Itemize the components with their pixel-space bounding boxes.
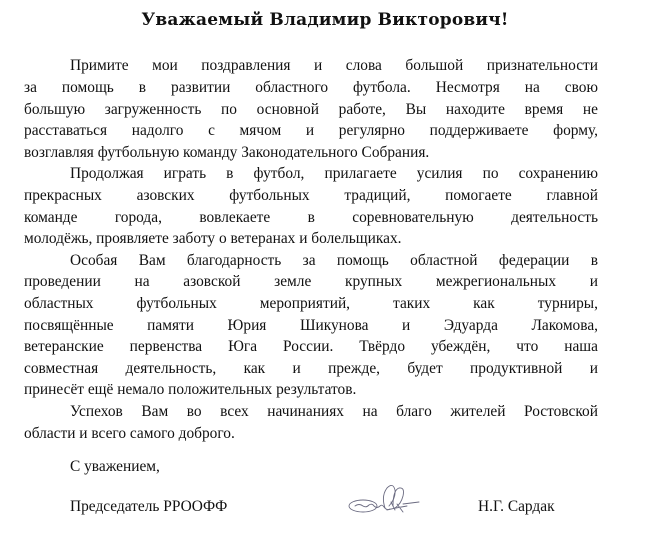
text-line: совместная деятельность, как и прежде, будет продуктивной и <box>24 360 598 377</box>
text-line: области и всего самого доброго. <box>24 425 235 442</box>
text-line: Особая Вам благодарность за помощь областной федерации в <box>70 252 598 269</box>
signatory-title: Председатель РРООФФ <box>70 498 228 515</box>
signature-icon <box>343 480 423 520</box>
text-line: областных футбольных мероприятий, таких как турниры, <box>24 295 598 312</box>
text-line: команде города, вовлекаете в соревновательную деятельность <box>24 209 598 226</box>
text-line: прекрасных азовских футбольных традиций, помогаете главной <box>24 187 598 204</box>
text-line: принесёт ещё немало положительных результатов. <box>24 381 357 398</box>
text-line: возглавляя футбольную команду Законодательного Собрания. <box>24 144 430 161</box>
text-line: Примите мои поздравления и слова большой признательности <box>70 57 598 74</box>
text-line: посвящённые памяти Юрия Шикунова и Эдуарда Лакомова, <box>24 317 598 334</box>
text-line: большую загруженность по основной работе, Вы находите время не <box>24 101 598 118</box>
closing-text: С уважением, <box>70 458 160 475</box>
text-line: расставаться надолго с мячом и регулярно поддерживаете форму, <box>24 122 598 139</box>
signatory-name: Н.Г. Сардак <box>478 498 555 515</box>
text-line: проведении на азовской земле крупных межрегиональных и <box>24 273 598 290</box>
text-line: молодёжь, проявляете заботу о ветеранах и болельщиках. <box>24 230 402 247</box>
text-line: за помощь в развитии областного футбола. Несмотря на свою <box>24 79 598 96</box>
text-line: Продолжая играть в футбол, прилагаете усилия по сохранению <box>70 165 598 182</box>
salutation: Уважаемый Владимир Викторович! <box>141 10 509 30</box>
text-line: Успехов Вам во всех начинаниях на благо жителей Ростовской <box>70 403 598 420</box>
text-line: ветеранские первенства Юга России. Твёрдо убеждён, что наша <box>24 338 598 355</box>
